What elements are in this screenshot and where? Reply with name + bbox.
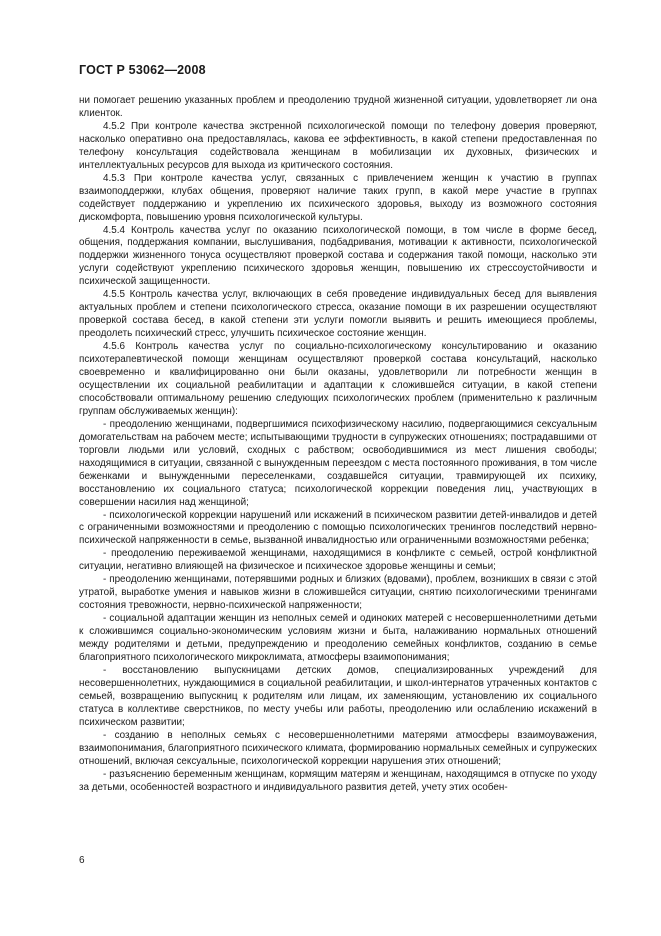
document-header: ГОСТ Р 53062—2008 [79,63,206,77]
paragraph-continuation: ни помогает решению указанных проблем и преодолению трудной жизненной ситуации, удовлетворяет ли она клиенток. [79,95,597,119]
list-item: - психологической коррекции нарушений или искажений в психическом развитии детей-инвалидов и детей с ограниченными возможностями и преодолению с помощью психологических тренингов последствий нервно-психической напряженности в семье, вызванной инвалидностью или ограниченными возможностями ребенка; [79,509,597,547]
list-item: - созданию в неполных семьях с несовершеннолетними матерями атмосферы взаимоуважения, взаимопонимания, благоприятного психического климата, формированию нормальных семейных и супружеских отношений, включая сексуальные, психологической коррекции нарушения этих отношений; [79,729,597,767]
page-number: 6 [79,855,85,866]
paragraph-4-5-5: 4.5.5 Контроль качества услуг, включающих в себя проведение индивидуальных бесед для выявления актуальных проблем и степени психологического стресса, оказание помощи в их разрешении осуществляют проверкой состава бесед, в какой степени эти услуги помогли выявить и решить имеющиеся проблемы, преодолеть психический стресс, улучшить психическое состояние женщин. [79,289,597,340]
paragraph-4-5-6: 4.5.6 Контроль качества услуг по социально-психологическому консультированию и оказанию психотерапевтической помощи женщинам осуществляют проверкой состава консультаций, насколько своевременно и квалифицированно они были оказаны, удовлетворили ли потребности женщин в осуществлении их социальной реабилитации и адаптации к сложившейся ситуации, в какой степени способствовали оптимальному решению следующих психологических проблем (применительно к различным группам обслуживаемых женщин): [79,341,597,417]
list-item: - преодолению переживаемой женщинами, находящимися в конфликте с семьей, острой конфликтной ситуации, негативно влияющей на физическое и психическое здоровье женщины и семьи; [79,548,597,573]
paragraph-4-5-2: 4.5.2 При контроле качества экстренной психологической помощи по телефону доверия проверяют, насколько оперативно она предоставлялась, какова ее эффективность, в какой степени предоставленная по телефону консультация содействовала женщинам в мобилизации их духовных, физических и интеллектуальных ресурсов для выхода из критического состояния. [79,120,597,171]
list-item: - восстановлению выпускницами детских домов, специализированных учреждений для несовершеннолетних, нуждающимися в социальной реабилитации, и школ-интернатов утраченных контактов с семьей, возвращению выпускниц к родителям или лицам, их заменяющим, установлению их социального статуса в коллективе сверстников, по месту учебы или работы, преодолению или ослаблению искажений в психическом развитии; [79,664,597,728]
list-item: - социальной адаптации женщин из неполных семей и одиноких матерей с несовершеннолетними детьми к сложившимся социально-экономическим условиям жизни и быта, налаживанию нормальных отношений между родителями и детьми, предупреждению и преодолению семейных конфликтов, созданию в семье благоприятного психологического микроклимата, атмосферы взаимопонимания; [79,613,597,663]
paragraph-4-5-4: 4.5.4 Контроль качества услуг по оказанию психологической помощи, в том числе в форме бесед, общения, поддержания компании, выслушивания, подбадривания, мотивации к активности, психологической поддержки жизненного тонуса осуществляют проверкой состава и содержания такой помощи, насколько эти услуги содействуют укреплению психического здоровья женщин, повышению их стрессоустойчивости и психической защищенности. [79,224,597,288]
list-item: - преодолению женщинами, потерявшими родных и близких (вдовами), проблем, возникших в связи с этой утратой, выработке умения и навыков жизни в сложившейся ситуации, снятию психологическими тренингами состояния тревожности, нервно-психической напряженности; [79,574,597,612]
paragraph-4-5-3: 4.5.3 При контроле качества услуг, связанных с привлечением женщин к участию в группах взаимоподдержки, клубах общения, проверяют наличие таких групп, в какой мере участие в группах содействует поддержанию и укреплению их психического здоровья, выходу из возможного состояния дискомфорта, повышению уровня психологической культуры. [79,172,597,223]
list-item: - разъяснению беременным женщинам, кормящим матерям и женщинам, находящимся в отпуске по уходу за детьми, особенностей возрастного и индивидуального развития детей, учету этих особен- [79,768,597,793]
document-body [79,95,597,794]
list-item: - преодолению женщинами, подвергшимися психофизическому насилию, подвергающимися сексуальным домогательствам на рабочем месте; испытывающими трудности в супружеских отношениях; пострадавшими от торговли людьми или условий, сходных с рабством; освободившимися из мест лишения свободы; находящимися в ситуации, связанной с вынужденным переездом с места постоянного проживания, в том числе беженками и вынужденными переселенками, создавшейся ситуации, травмирующей их психику, восстановлению их социального статуса; психологической коррекции поведения лиц, участвующих в совершении насилия над женщиной; [79,418,597,508]
